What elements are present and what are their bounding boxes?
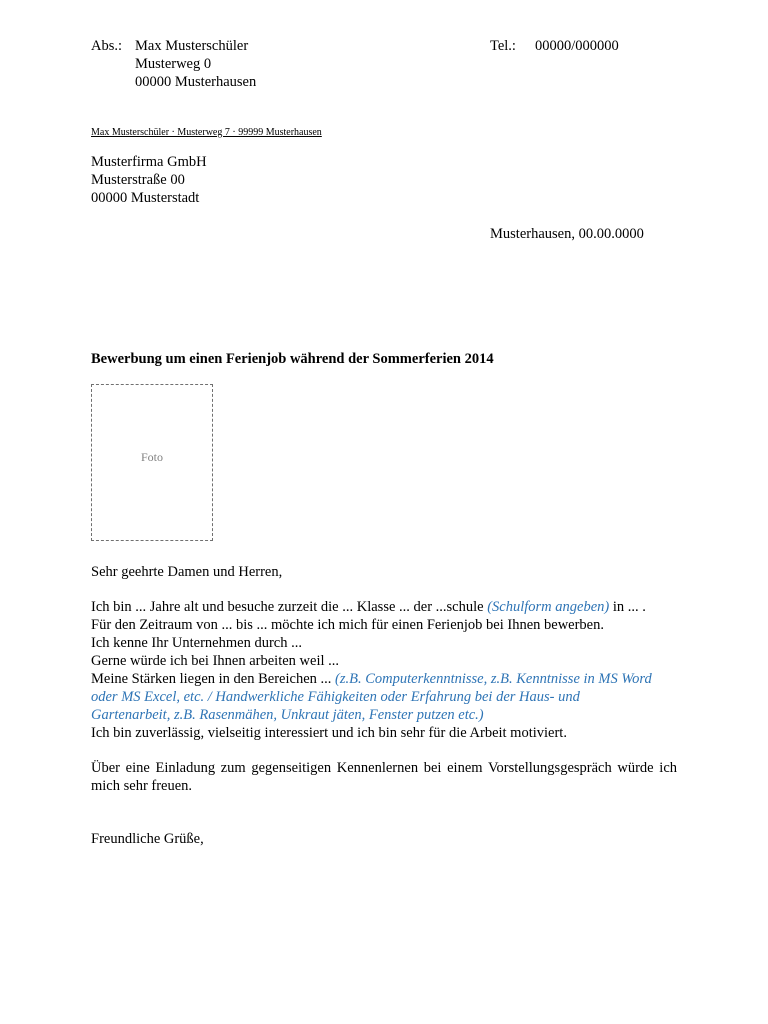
body-text: in ... . (609, 599, 646, 615)
return-address-line: Max Musterschüler · Musterweg 7 · 99999 Musterhausen (91, 127, 322, 138)
closing: Freundliche Grüße, (91, 831, 204, 847)
hint-text: (z.B. Computerkenntnisse, z.B. Kenntnisse in MS Word (335, 671, 652, 687)
body-line-2: Für den Zeitraum von ... bis ... möchte ich mich für einen Ferienjob bei Ihnen bewerben. (91, 617, 604, 633)
photo-placeholder (91, 384, 213, 541)
body-text: Ich bin ... Jahre alt und besuche zurzeit die ... Klasse ... der ...schule (91, 599, 488, 615)
tel-label: Tel.: (490, 38, 516, 54)
recipient-company: Musterfirma GmbH (91, 154, 207, 170)
photo-label: Foto (140, 450, 163, 464)
recipient-street: Musterstraße 00 (91, 172, 185, 188)
body-paragraph-1 (91, 598, 677, 742)
body-line-8: Ich bin zuverlässig, vielseitig interessiert und ich bin sehr für die Arbeit motiviert. (91, 725, 567, 741)
sender-city: 00000 Musterhausen (135, 74, 257, 90)
subject-line: Bewerbung um einen Ferienjob während der Sommerferien 2014 (91, 351, 494, 367)
place-date: Musterhausen, 00.00.0000 (490, 226, 644, 242)
body-line-4: Gerne würde ich bei Ihnen arbeiten weil ... (91, 653, 340, 669)
body-paragraph-2: Über eine Einladung zum gegenseitigen Kennenlernen bei einem Vorstellungsgespräch würde ich mich sehr freuen. (91, 760, 677, 794)
hint-text: (Schulform angeben) (487, 599, 610, 615)
sender-street: Musterweg 0 (135, 56, 212, 72)
body-line-3: Ich kenne Ihr Unternehmen durch ... (91, 635, 302, 651)
sender-name: Max Musterschüler (135, 38, 249, 54)
sender-label: Abs.: (91, 38, 123, 54)
body-text: Meine Stärken liegen in den Bereichen ... (91, 671, 336, 687)
salutation: Sehr geehrte Damen und Herren, (91, 564, 283, 580)
body-line-6: oder MS Excel, etc. / Handwerkliche Fähigkeiten oder Erfahrung bei der Haus- und (91, 689, 580, 705)
tel-value: 00000/000000 (535, 38, 619, 54)
body-line-5 (91, 670, 677, 688)
body-line-1 (91, 598, 677, 616)
body-line-7: Gartenarbeit, z.B. Rasenmähen, Unkraut jäten, Fenster putzen etc.) (91, 707, 484, 723)
recipient-city: 00000 Musterstadt (91, 190, 200, 206)
